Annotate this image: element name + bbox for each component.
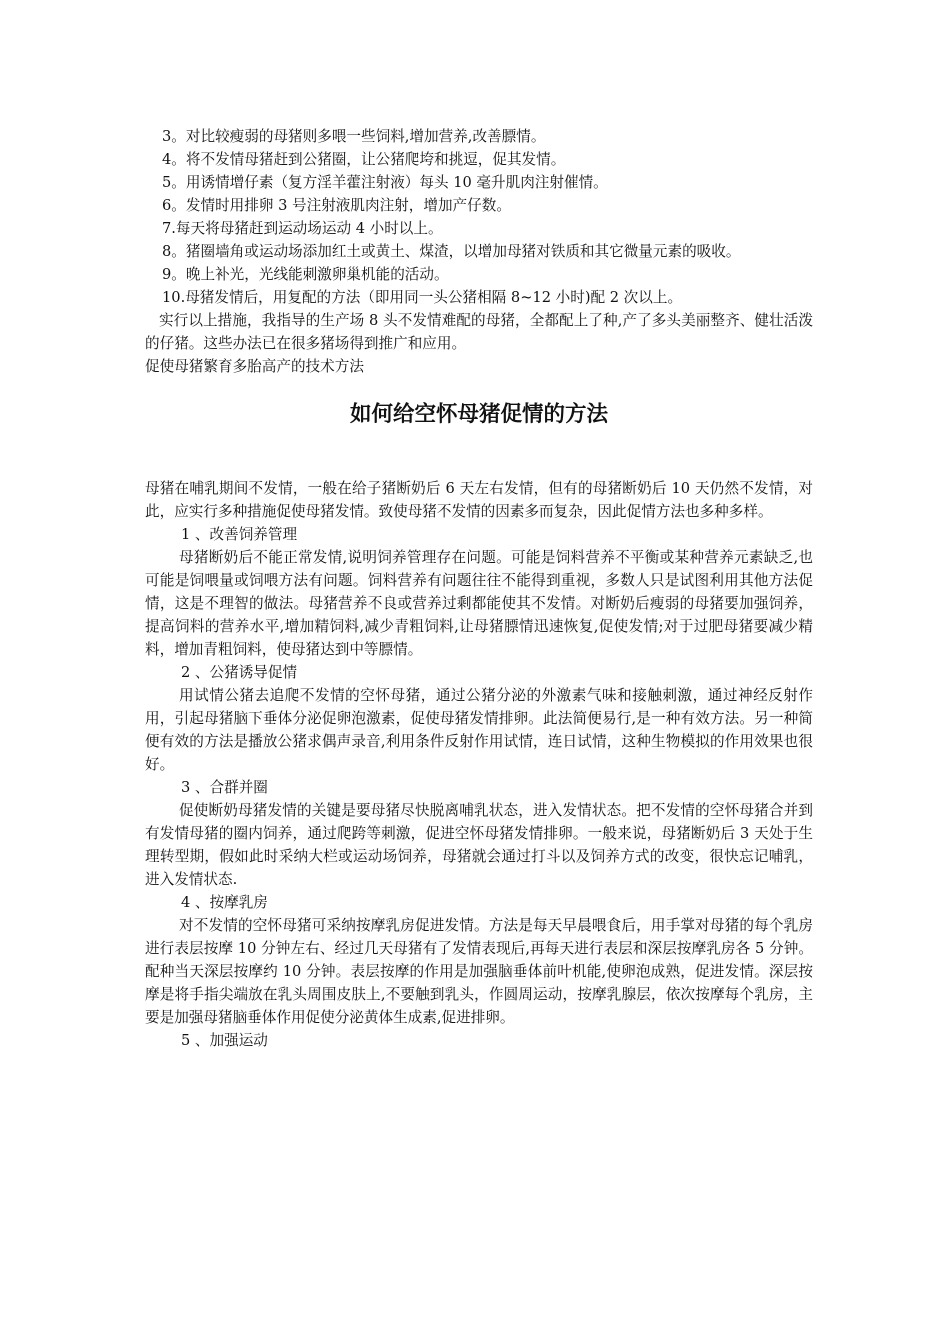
section-heading: 2 、公猪诱导促情 bbox=[181, 664, 298, 681]
section-heading: 5 、加强运动 bbox=[181, 1032, 268, 1049]
list-item: 6。发情时用排卵 3 号注射液肌肉注射，增加产仔数。 bbox=[162, 197, 511, 214]
list-item: 4。将不发情母猪赶到公猪圈，让公猪爬垮和挑逗，促其发情。 bbox=[162, 151, 566, 168]
section-heading: 4 、按摩乳房 bbox=[181, 894, 268, 911]
section-heading: 1 、改善饲养管理 bbox=[181, 526, 298, 543]
list-item: 8。猪圈墙角或运动场添加红土或黄土、煤渣，以增加母猪对铁质和其它微量元素的吸收。 bbox=[162, 243, 741, 260]
intro-paragraph: 母猪在哺乳期间不发情，一般在给子猪断奶后 6 天左右发情，但有的母猪断奶后 10 天仍然不发情，对此，应实行多种措施促使母猪发情。致使母猪不发情的因素多而复杂，因此促情方法也多种多样。 bbox=[145, 480, 813, 520]
section-heading: 3 、合群并圈 bbox=[181, 779, 268, 796]
document-body bbox=[145, 125, 813, 1052]
section-paragraph: 母猪断奶后不能正常发情,说明饲养管理存在问题。可能是饲料营养不平衡或某种营养元素缺乏,也可能是饲喂量或饲喂方法有问题。饲料营养有问题往往不能得到重视，多数人只是试图利用其他方法促情，这是不理智的做法。母猪营养不良或营养过剩都能使其不发情。对断奶后瘦弱的母猪要加强饲养，提高饲料的营养水平,增加精饲料,减少青粗饲料,让母猪膘情迅速恢复,促使发情;对于过肥母猪要减少精料，增加青粗饲料，使母猪达到中等膘情。 bbox=[145, 549, 813, 658]
list-item: 7.每天将母猪赶到运动场运动 4 小时以上。 bbox=[162, 220, 443, 237]
list-item: 10.母猪发情后，用复配的方法（即用同一头公猪相隔 8~12 小时)配 2 次以上。 bbox=[162, 289, 683, 306]
list-item: 9。晚上补光，光线能刺激卵巢机能的活动。 bbox=[162, 266, 449, 283]
section-paragraph: 促使断奶母猪发情的关键是要母猪尽快脱离哺乳状态，进入发情状态。把不发情的空怀母猪合并到有发情母猪的圈内饲养，通过爬跨等刺激，促进空怀母猪发情排卵。一般来说，母猪断奶后 3 天处于生理转型期，假如此时采纳大栏或运动场饲养，母猪就会通过打斗以及饲养方式的改变，很快忘记哺乳，进入发情状态. bbox=[145, 802, 813, 888]
section-paragraph: 用试情公猪去追爬不发情的空怀母猪，通过公猪分泌的外激素气味和接触刺激，通过神经反射作用，引起母猪脑下垂体分泌促卵泡激素，促使母猪发情排卵。此法简便易行,是一种有效方法。另一种简便有效的方法是播放公猪求偶声录音,利用条件反射作用试情，连日试情，这种生物模拟的作用效果也很好。 bbox=[145, 687, 813, 773]
article-title: 如何给空怀母猪促情的方法 bbox=[349, 402, 608, 427]
list-item: 3。对比较瘦弱的母猪则多喂一些饲料,增加营养,改善膘情。 bbox=[162, 128, 546, 145]
list-item: 5。用诱情增仔素（复方淫羊藿注射液）每头 10 毫升肌肉注射催情。 bbox=[162, 174, 608, 191]
section-paragraph: 对不发情的空怀母猪可采纳按摩乳房促进发情。方法是每天早晨喂食后，用手掌对母猪的每个乳房进行表层按摩 10 分钟左右、经过几天母猪有了发情表现后,再每天进行表层和深层按摩乳房各 5 分钟。配种当天深层按摩约 10 分钟。表层按摩的作用是加强脑垂体前叶机能,使卵泡成熟，促进发情。深层按摩是将手指尖端放在乳头周围皮肤上,不要触到乳头，作圆周运动，按摩乳腺层，依次按摩每个乳房，主要是加强母猪脑垂体作用促使分泌黄体生成素,促进排卵。 bbox=[145, 917, 813, 1026]
summary-paragraph: 实行以上措施，我指导的生产场 8 头不发情难配的母猪，全都配上了种,产了多头美丽整齐、健壮活泼的仔猪。这些办法已在很多猪场得到推广和应用。 bbox=[145, 312, 813, 352]
section-caption: 促使母猪繁育多胎高产的技术方法 bbox=[145, 358, 364, 375]
